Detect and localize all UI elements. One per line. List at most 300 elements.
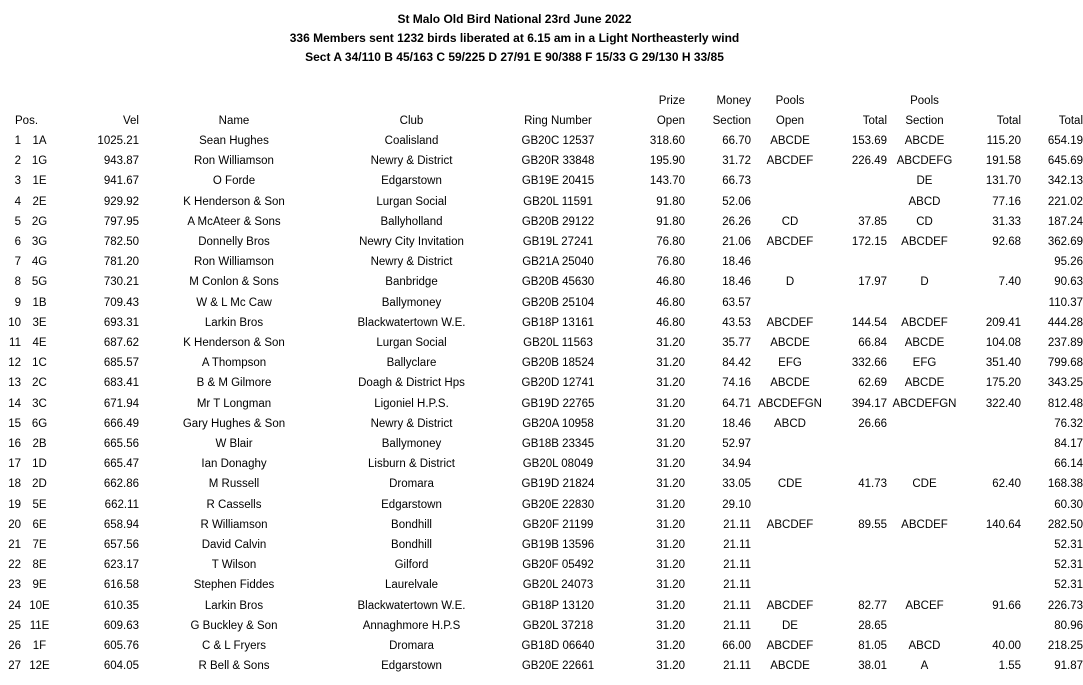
- name-cell: Mr T Longman: [196, 397, 272, 410]
- velocity-cell: 730.21: [103, 276, 139, 289]
- grand-total-cell: 282.50: [1047, 518, 1083, 531]
- total-section-cell: [962, 616, 1021, 636]
- ring-number-cell: GB20B 18524: [521, 357, 595, 370]
- pos-cell: 8: [14, 276, 21, 289]
- ring-number-cell: GB19D 22765: [521, 397, 595, 410]
- total-open-cell: 172.15: [851, 236, 887, 249]
- pools-section-cell: [887, 616, 962, 636]
- pools-open-cell: DE: [782, 619, 798, 632]
- total-open-cell: 82.77: [858, 599, 887, 612]
- header-cell-blank: [962, 91, 1021, 111]
- table-row: [0, 495, 1083, 515]
- velocity-cell: 943.87: [103, 155, 139, 168]
- pools-open-cell: ABCDEF: [766, 599, 814, 612]
- prize-open-cell: 31.20: [656, 357, 685, 370]
- velocity-cell: 610.35: [103, 599, 139, 612]
- pools-open-cell: [751, 171, 829, 191]
- total-section-cell: 351.40: [985, 357, 1021, 370]
- pos-cell: 18: [8, 478, 21, 491]
- money-section-cell: 21.11: [723, 559, 751, 572]
- total-open-cell: 226.49: [851, 155, 887, 168]
- pools-section-cell: [887, 555, 962, 575]
- pools-open-cell: [751, 495, 829, 515]
- pools-open-cell: [751, 252, 829, 272]
- results-table: [0, 91, 1083, 676]
- ring-number-cell: GB19B 13596: [521, 539, 595, 552]
- table-row: [0, 636, 1083, 656]
- prize-open-cell: 31.20: [656, 518, 685, 531]
- pools-open-cell: [751, 555, 829, 575]
- velocity-cell: 709.43: [103, 296, 139, 309]
- total-section-cell: [962, 454, 1021, 474]
- header-prize-open: Open: [656, 115, 685, 127]
- velocity-cell: 666.49: [103, 417, 139, 430]
- section-position-cell: 6G: [31, 417, 48, 430]
- total-section-cell: [962, 434, 1021, 454]
- total-open-cell: 66.84: [858, 337, 887, 350]
- grand-total-cell: 84.17: [1054, 438, 1083, 451]
- ring-number-cell: GB20F 05492: [522, 559, 594, 572]
- pools-section-cell: ABCDE: [904, 337, 945, 350]
- name-cell: R Williamson: [200, 518, 268, 531]
- pools-section-cell: EFG: [912, 357, 937, 370]
- header-pools-open: Open: [775, 115, 805, 127]
- pos-cell: 20: [8, 518, 21, 531]
- pos-cell: 15: [8, 417, 21, 430]
- club-cell: Edgarstown: [381, 498, 442, 511]
- prize-open-cell: 91.80: [656, 215, 685, 228]
- club-cell: Dromara: [389, 478, 434, 491]
- pools-section-cell: [887, 414, 962, 434]
- header-total-open: Total: [862, 115, 887, 127]
- club-cell: Blackwatertown W.E.: [357, 316, 466, 329]
- club-cell: Banbridge: [385, 276, 438, 289]
- section-position-cell: 7E: [32, 539, 47, 552]
- velocity-cell: 662.86: [103, 478, 139, 491]
- money-section-cell: 74.16: [722, 377, 751, 390]
- pools-open-cell: ABCDEF: [766, 236, 814, 249]
- money-section-cell: 18.46: [722, 417, 751, 430]
- club-cell: Gilford: [394, 559, 429, 572]
- money-section-cell: 29.10: [722, 498, 751, 511]
- velocity-cell: 609.63: [103, 619, 139, 632]
- velocity-cell: 929.92: [103, 195, 139, 208]
- pos-cell: 13: [8, 377, 21, 390]
- name-cell: G Buckley & Son: [190, 619, 278, 632]
- section-position-cell: 4E: [32, 337, 47, 350]
- table-row: [0, 434, 1083, 454]
- grand-total-cell: 52.31: [1054, 559, 1083, 572]
- total-section-cell: 40.00: [992, 640, 1021, 653]
- prize-open-cell: 31.20: [656, 478, 685, 491]
- section-position-cell: 1C: [32, 357, 47, 370]
- money-section-cell: 63.57: [722, 296, 751, 309]
- section-position-cell: 6E: [32, 518, 47, 531]
- race-title: St Malo Old Bird National 23rd June 2022: [397, 12, 632, 26]
- header-cell-blank: [139, 91, 329, 111]
- club-cell: Blackwatertown W.E.: [357, 599, 466, 612]
- section-position-cell: 1A: [32, 135, 47, 147]
- total-section-cell: 209.41: [985, 316, 1021, 329]
- ring-number-cell: GB20D 12741: [521, 377, 595, 390]
- section-position-cell: 3E: [32, 316, 47, 329]
- pos-cell: 22: [8, 559, 21, 572]
- grand-total-cell: 168.38: [1047, 478, 1083, 491]
- ring-number-cell: GB18P 13161: [521, 316, 595, 329]
- section-position-cell: 2B: [32, 438, 47, 451]
- name-cell: Ron Williamson: [194, 256, 274, 269]
- club-cell: Ballymoney: [381, 296, 442, 309]
- name-cell: Ron Williamson: [194, 155, 274, 168]
- name-cell: W & L Mc Caw: [196, 296, 272, 309]
- total-open-cell: [829, 171, 887, 191]
- report-title-block: [0, 10, 1029, 67]
- club-cell: Newry & District: [370, 256, 453, 269]
- club-cell: Bondhill: [391, 518, 432, 531]
- total-section-cell: 31.33: [992, 215, 1021, 228]
- pos-cell: 12: [8, 357, 21, 370]
- club-cell: Edgarstown: [381, 175, 442, 188]
- prize-open-cell: 91.80: [656, 195, 685, 208]
- total-section-cell: [962, 252, 1021, 272]
- prize-open-cell: 31.20: [656, 619, 685, 632]
- money-section-cell: 35.77: [722, 337, 751, 350]
- ring-number-cell: GB21A 25040: [522, 256, 594, 269]
- section-position-cell: 4G: [31, 256, 48, 269]
- club-cell: Lisburn & District: [368, 458, 455, 471]
- header-pools-section: Section: [905, 115, 944, 127]
- total-open-cell: [829, 555, 887, 575]
- pos-cell: 9: [14, 296, 21, 309]
- ring-number-cell: GB20A 10958: [522, 417, 594, 430]
- name-cell: A McAteer & Sons: [187, 215, 281, 228]
- grand-total-cell: 218.25: [1047, 640, 1083, 653]
- total-open-cell: [829, 293, 887, 313]
- pools-open-cell: [751, 575, 829, 595]
- prize-open-cell: 31.20: [656, 579, 685, 592]
- name-cell: Stephen Fiddes: [193, 579, 275, 592]
- velocity-cell: 781.20: [103, 256, 139, 269]
- pools-open-cell: [751, 192, 829, 212]
- table-row: [0, 535, 1083, 555]
- club-cell: Lurgan Social: [376, 195, 447, 208]
- club-cell: Ballymoney: [381, 438, 442, 451]
- ring-number-cell: GB19E 20415: [521, 175, 595, 188]
- pools-section-cell: ABCDEF: [901, 518, 948, 531]
- section-position-cell: 1B: [32, 296, 47, 309]
- header-money-section: Section: [712, 115, 751, 127]
- pos-cell: 1: [14, 135, 21, 147]
- pos-cell: 24: [8, 599, 21, 612]
- total-open-cell: 394.17: [851, 397, 887, 410]
- section-counts: Sect A 34/110 B 45/163 C 59/225 D 27/91 E 90/388 F 15/33 G 29/130 H 33/85: [305, 50, 724, 64]
- pos-cell: 21: [8, 539, 21, 552]
- velocity-cell: 683.41: [103, 377, 139, 390]
- header-cell-blank: [58, 91, 139, 111]
- pos-cell: 23: [8, 579, 21, 592]
- grand-total-cell: 52.31: [1054, 539, 1083, 552]
- ring-number-cell: GB18D 06640: [521, 640, 595, 653]
- total-open-cell: 17.97: [858, 276, 887, 289]
- pools-open-cell: ABCDE: [770, 135, 810, 147]
- header-cell-blank: [0, 91, 21, 111]
- pos-cell: 7: [14, 256, 21, 269]
- total-open-cell: [829, 575, 887, 595]
- money-section-cell: 21.06: [722, 236, 751, 249]
- velocity-cell: 687.62: [103, 337, 139, 350]
- grand-total-cell: 237.89: [1047, 337, 1083, 350]
- prize-open-cell: 31.20: [656, 377, 685, 390]
- money-section-cell: 21.11: [723, 619, 751, 632]
- grand-total-cell: 110.37: [1048, 296, 1083, 309]
- grand-total-cell: 60.30: [1054, 498, 1083, 511]
- pools-section-cell: [887, 495, 962, 515]
- ring-number-cell: GB18B 23345: [521, 438, 595, 451]
- money-section-cell: 33.05: [722, 478, 751, 491]
- grand-total-cell: 91.87: [1054, 660, 1083, 673]
- ring-number-cell: GB20L 37218: [522, 619, 594, 632]
- pools-open-cell: [751, 293, 829, 313]
- money-section-cell: 21.11: [723, 579, 751, 592]
- pos-cell: 26: [8, 640, 21, 653]
- pools-open-cell: ABCDEFGN: [758, 397, 822, 410]
- table-row: [0, 252, 1083, 272]
- pools-open-cell: ABCDEF: [766, 316, 814, 329]
- prize-open-cell: 31.20: [656, 640, 685, 653]
- name-cell: O Forde: [212, 175, 256, 188]
- name-cell: B & M Gilmore: [196, 377, 272, 390]
- pools-open-cell: ABCDEF: [766, 640, 814, 653]
- header-row-main: [0, 111, 1083, 131]
- pools-open-cell: ABCDE: [770, 337, 810, 350]
- prize-open-cell: 318.60: [649, 135, 685, 147]
- section-position-cell: 2E: [32, 195, 47, 208]
- club-cell: Laurelvale: [384, 579, 439, 592]
- pools-section-cell: D: [920, 276, 929, 289]
- club-cell: Newry City Invitation: [359, 236, 464, 249]
- velocity-cell: 1025.21: [97, 135, 139, 147]
- header-pools-section-top: Pools: [910, 95, 939, 107]
- total-open-cell: [829, 192, 887, 212]
- header-pools-open-top: Pools: [775, 95, 805, 107]
- velocity-cell: 662.11: [104, 498, 139, 511]
- total-open-cell: 153.69: [851, 135, 887, 147]
- section-position-cell: 8E: [32, 559, 47, 572]
- pools-open-cell: [751, 535, 829, 555]
- pos-cell: 16: [8, 438, 21, 451]
- name-cell: Larkin Bros: [204, 599, 264, 612]
- total-open-cell: 37.85: [858, 215, 887, 228]
- section-position-cell: 5E: [32, 498, 47, 511]
- table-row: [0, 212, 1083, 232]
- grand-total-cell: 187.24: [1047, 215, 1083, 228]
- ring-number-cell: GB19D 21824: [521, 478, 595, 491]
- name-cell: Sean Hughes: [199, 135, 269, 147]
- section-position-cell: 12E: [29, 660, 50, 673]
- pos-cell: 6: [14, 236, 21, 249]
- ring-number-cell: GB20B 25104: [521, 296, 595, 309]
- grand-total-cell: 90.63: [1054, 276, 1083, 289]
- header-club: Club: [399, 115, 424, 127]
- pools-open-cell: ABCDEF: [766, 518, 814, 531]
- grand-total-cell: 342.13: [1047, 175, 1083, 188]
- total-open-cell: 26.66: [858, 417, 887, 430]
- pos-cell: 27: [8, 660, 21, 673]
- name-cell: A Thompson: [201, 357, 267, 370]
- name-cell: T Wilson: [211, 559, 257, 572]
- velocity-cell: 658.94: [103, 518, 139, 531]
- club-cell: Coalisland: [384, 135, 439, 147]
- prize-open-cell: 31.20: [656, 337, 685, 350]
- money-section-cell: 26.26: [722, 215, 751, 228]
- pools-section-cell: ABCD: [908, 195, 941, 208]
- prize-open-cell: 31.20: [656, 559, 685, 572]
- pools-open-cell: [751, 454, 829, 474]
- total-section-cell: 91.66: [992, 599, 1021, 612]
- pools-section-cell: [887, 575, 962, 595]
- pools-section-cell: ABCDEF: [901, 316, 948, 329]
- ring-number-cell: GB20F 21199: [522, 518, 594, 531]
- header-row-top: [0, 91, 1083, 111]
- pools-section-cell: ABCDEFG: [896, 155, 953, 168]
- total-section-cell: 131.70: [985, 175, 1021, 188]
- pools-section-cell: DE: [916, 175, 933, 188]
- prize-open-cell: 195.90: [649, 155, 685, 168]
- club-cell: Edgarstown: [381, 660, 442, 673]
- velocity-cell: 797.95: [103, 215, 139, 228]
- prize-open-cell: 46.80: [656, 276, 685, 289]
- ring-number-cell: GB20E 22661: [521, 660, 595, 673]
- grand-total-cell: 52.31: [1054, 579, 1083, 592]
- pos-cell: 3: [14, 175, 21, 188]
- velocity-cell: 782.50: [103, 236, 139, 249]
- total-section-cell: [962, 535, 1021, 555]
- prize-open-cell: 31.20: [656, 498, 685, 511]
- club-cell: Newry & District: [370, 417, 453, 430]
- pos-cell: 11: [9, 337, 21, 350]
- table-row: [0, 656, 1083, 676]
- money-section-cell: 84.42: [722, 357, 751, 370]
- total-open-cell: 62.69: [858, 377, 887, 390]
- header-cell-blank: [1021, 91, 1083, 111]
- table-row: [0, 313, 1083, 333]
- pools-section-cell: [887, 293, 962, 313]
- total-open-cell: [829, 535, 887, 555]
- grand-total-cell: 799.68: [1047, 357, 1083, 370]
- club-cell: Ligoniel H.P.S.: [374, 397, 449, 410]
- total-section-cell: 140.64: [985, 518, 1021, 531]
- name-cell: R Cassells: [206, 498, 262, 511]
- total-section-cell: 62.40: [992, 478, 1021, 491]
- money-section-cell: 31.72: [722, 155, 751, 168]
- prize-open-cell: 76.80: [656, 256, 685, 269]
- money-section-cell: 66.73: [722, 175, 751, 188]
- pools-section-cell: ABCDE: [904, 377, 945, 390]
- pools-section-cell: CD: [916, 215, 933, 228]
- name-cell: David Calvin: [201, 539, 267, 552]
- name-cell: C & L Fryers: [201, 640, 267, 653]
- table-row: [0, 474, 1083, 494]
- ring-number-cell: GB18P 13120: [521, 599, 595, 612]
- velocity-cell: 671.94: [103, 397, 139, 410]
- total-section-cell: [962, 575, 1021, 595]
- section-position-cell: 3C: [32, 397, 47, 410]
- total-open-cell: [829, 495, 887, 515]
- prize-open-cell: 31.20: [656, 660, 685, 673]
- section-position-cell: 2G: [31, 215, 48, 228]
- total-section-cell: [962, 414, 1021, 434]
- pools-section-cell: ABCDEFGN: [892, 397, 957, 410]
- pos-cell: 17: [8, 458, 21, 471]
- table-row: [0, 515, 1083, 535]
- results-body: [0, 131, 1083, 676]
- velocity-cell: 657.56: [103, 539, 139, 552]
- pools-open-cell: D: [785, 276, 795, 289]
- table-row: [0, 151, 1083, 171]
- pools-section-cell: [887, 454, 962, 474]
- name-cell: Larkin Bros: [204, 316, 264, 329]
- grand-total-cell: 95.26: [1054, 256, 1083, 269]
- grand-total-cell: 226.73: [1047, 599, 1083, 612]
- race-summary: 336 Members sent 1232 birds liberated at 6.15 am in a Light Northeasterly wind: [289, 31, 740, 45]
- table-row: [0, 272, 1083, 292]
- pools-open-cell: ABCD: [774, 417, 806, 430]
- ring-number-cell: GB20B 29122: [521, 215, 595, 228]
- table-row: [0, 616, 1083, 636]
- grand-total-cell: 362.69: [1047, 236, 1083, 249]
- name-cell: M Conlon & Sons: [189, 276, 279, 289]
- prize-open-cell: 31.20: [656, 397, 685, 410]
- prize-open-cell: 46.80: [656, 296, 685, 309]
- pools-open-cell: ABCDE: [770, 660, 810, 673]
- club-cell: Dromara: [389, 640, 434, 653]
- header-cell-blank: [21, 91, 58, 111]
- velocity-cell: 604.05: [103, 660, 139, 673]
- section-position-cell: 2D: [32, 478, 47, 491]
- ring-number-cell: GB20R 33848: [521, 155, 595, 168]
- total-open-cell: [829, 454, 887, 474]
- total-section-cell: 7.40: [998, 276, 1021, 289]
- pos-cell: 14: [8, 397, 21, 410]
- prize-open-cell: 31.20: [656, 539, 685, 552]
- prize-open-cell: 31.20: [656, 438, 685, 451]
- money-section-cell: 34.94: [722, 458, 751, 471]
- ring-number-cell: GB20C 12537: [521, 135, 595, 147]
- grand-total-cell: 66.14: [1054, 458, 1083, 471]
- header-ring-number: Ring Number: [524, 115, 592, 127]
- velocity-cell: 693.31: [103, 316, 139, 329]
- section-position-cell: 3G: [31, 236, 48, 249]
- section-position-cell: 5G: [31, 276, 48, 289]
- section-position-cell: 11E: [29, 619, 50, 632]
- header-vel: Vel: [123, 115, 139, 127]
- money-section-cell: 66.00: [722, 640, 751, 653]
- total-section-cell: [962, 495, 1021, 515]
- pools-open-cell: ABCDE: [770, 377, 810, 390]
- pools-section-cell: ABCD: [908, 640, 941, 653]
- money-section-cell: 43.53: [722, 316, 751, 329]
- table-row: [0, 293, 1083, 313]
- table-row: [0, 394, 1083, 414]
- total-open-cell: 41.73: [858, 478, 887, 491]
- total-section-cell: 115.20: [986, 135, 1021, 147]
- pos-cell: 10: [8, 316, 21, 329]
- prize-open-cell: 46.80: [656, 316, 685, 329]
- pools-open-cell: EFG: [778, 357, 802, 370]
- money-section-cell: 18.46: [722, 276, 751, 289]
- money-section-cell: 21.11: [723, 660, 751, 673]
- pools-section-cell: ABCDE: [904, 135, 945, 147]
